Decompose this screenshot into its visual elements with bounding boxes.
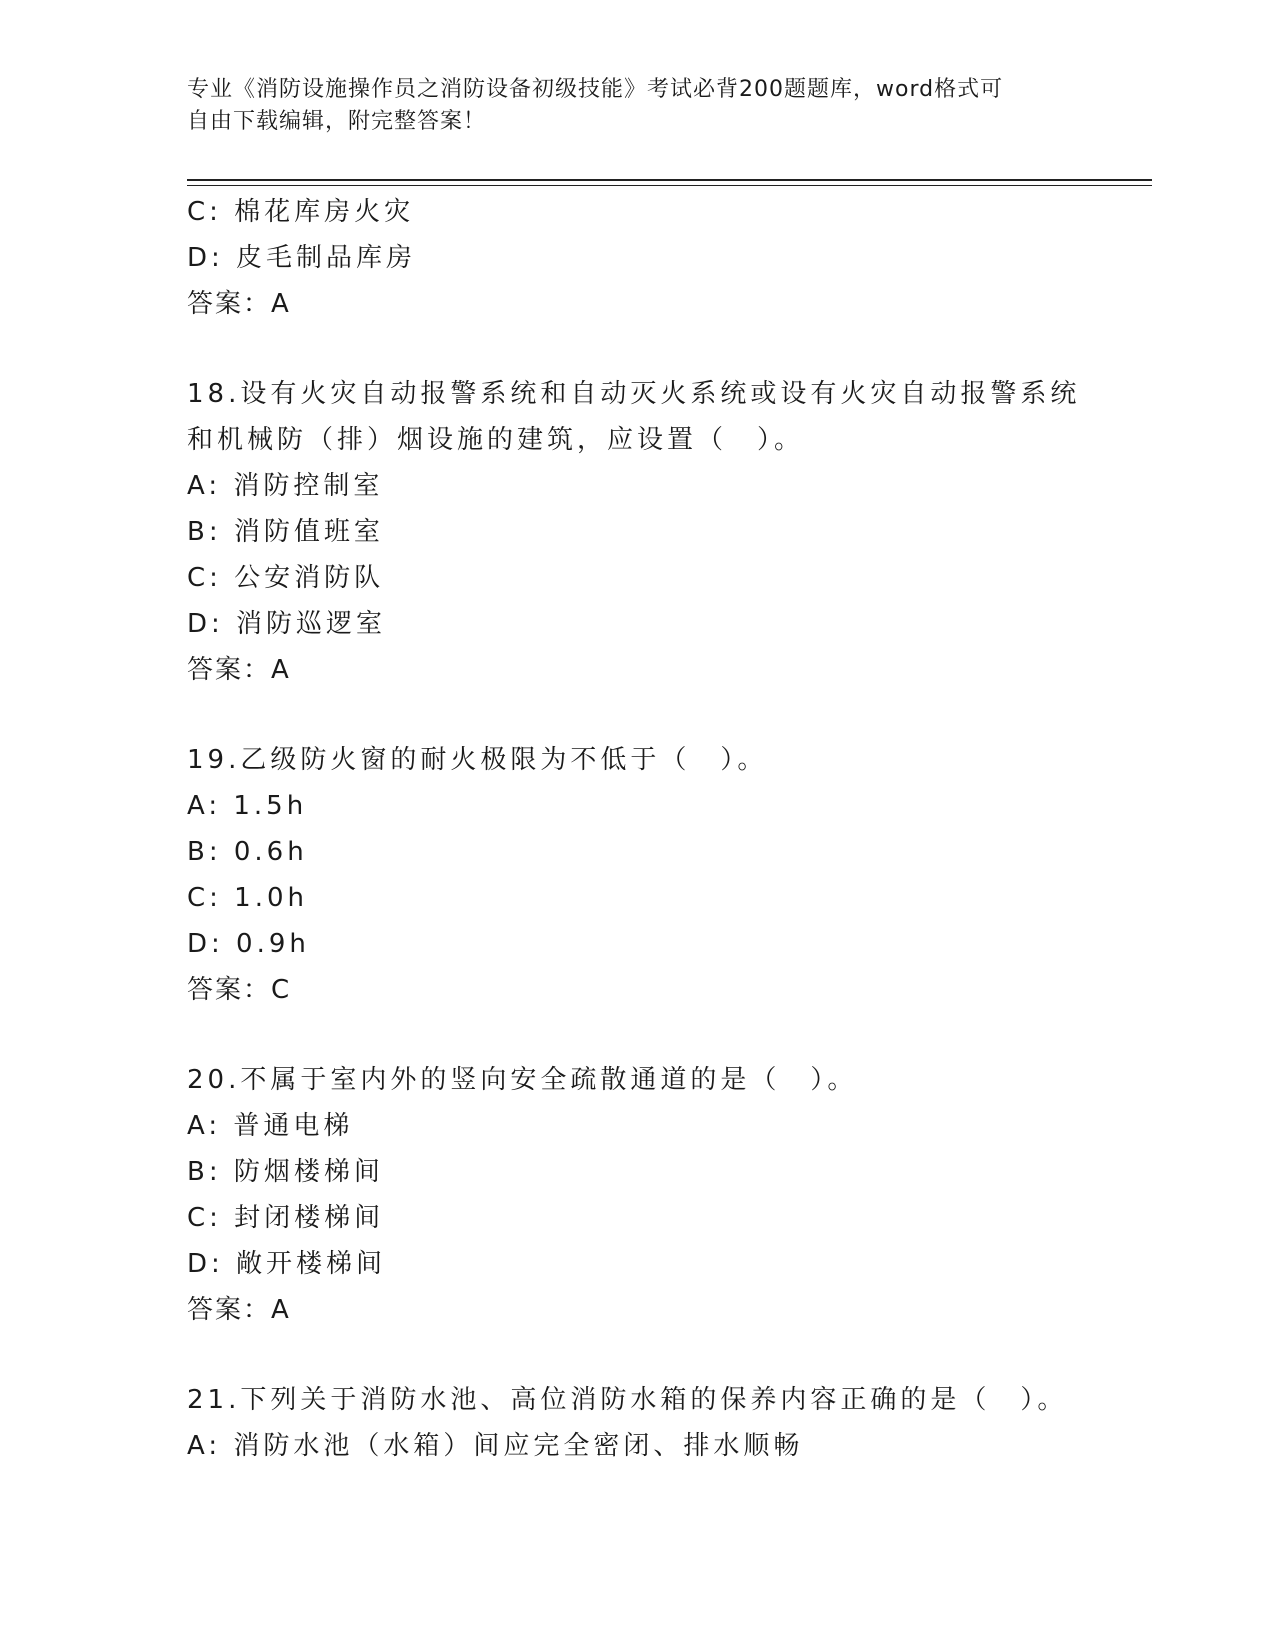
answer-label: 答案： [187,655,272,685]
option-c: C: 棉花库房火灾 [187,197,415,227]
option-a: A: 普通电梯 [187,1111,354,1141]
answer-label: 答案： [187,1295,272,1325]
answer-value: A [271,1295,291,1325]
document-header [187,74,1067,138]
header-line-1: 专业《消防设施操作员之消防设备初级技能》考试必背200题题库，word格式可 [187,77,1004,102]
answer-line [187,1287,1152,1333]
answer-line [187,967,1152,1013]
spacer [187,693,1152,737]
question-block-18 [187,371,1152,693]
answer-value: A [271,289,291,319]
answer-value: A [271,655,291,685]
question-text: 21.下列关于消防水池、高位消防水箱的保养内容正确的是（ ）。 [187,1385,1068,1415]
question-content [187,189,1152,1469]
answer-value: C [271,975,292,1005]
spacer [187,327,1152,371]
option-c: C: 公安消防队 [187,563,385,593]
question-block-20 [187,1057,1152,1333]
option-c: C: 1.0h [187,883,309,913]
answer-label: 答案： [187,975,272,1005]
answer-label: 答案： [187,289,272,319]
answer-line [187,281,1152,327]
option-d: D: 皮毛制品库房 [187,243,417,273]
option-d: D: 0.9h [187,929,310,959]
header-line-2: 自由下载编辑，附完整答案！ [187,109,487,134]
option-d: D: 消防巡逻室 [187,609,387,639]
option-c: C: 封闭楼梯间 [187,1203,385,1233]
header-rule-thin [187,185,1152,186]
option-a: A: 消防水池（水箱）间应完全密闭、排水顺畅 [187,1431,804,1461]
option-b: B: 防烟楼梯间 [187,1157,384,1187]
question-block-21 [187,1377,1152,1469]
answer-line [187,647,1152,693]
question-text: 19.乙级防火窗的耐火极限为不低于（ ）。 [187,745,768,775]
option-b: B: 消防值班室 [187,517,384,547]
option-d: D: 敞开楼梯间 [187,1249,387,1279]
spacer [187,1333,1152,1377]
header-rule-thick [187,179,1152,181]
question-text: 20.不属于室内外的竖向安全疏散通道的是（ ）。 [187,1065,858,1095]
option-b: B: 0.6h [187,837,308,867]
question-block-19 [187,737,1152,1013]
question-block-17-partial [187,189,1152,327]
question-text: 18.设有火灾自动报警系统和自动灭火系统或设有火灾自动报警系统和机械防（排）烟设施的建筑，应设置（ ）。 [187,379,1081,455]
option-a: A: 消防控制室 [187,471,384,501]
option-a: A: 1.5h [187,791,308,821]
spacer [187,1013,1152,1057]
